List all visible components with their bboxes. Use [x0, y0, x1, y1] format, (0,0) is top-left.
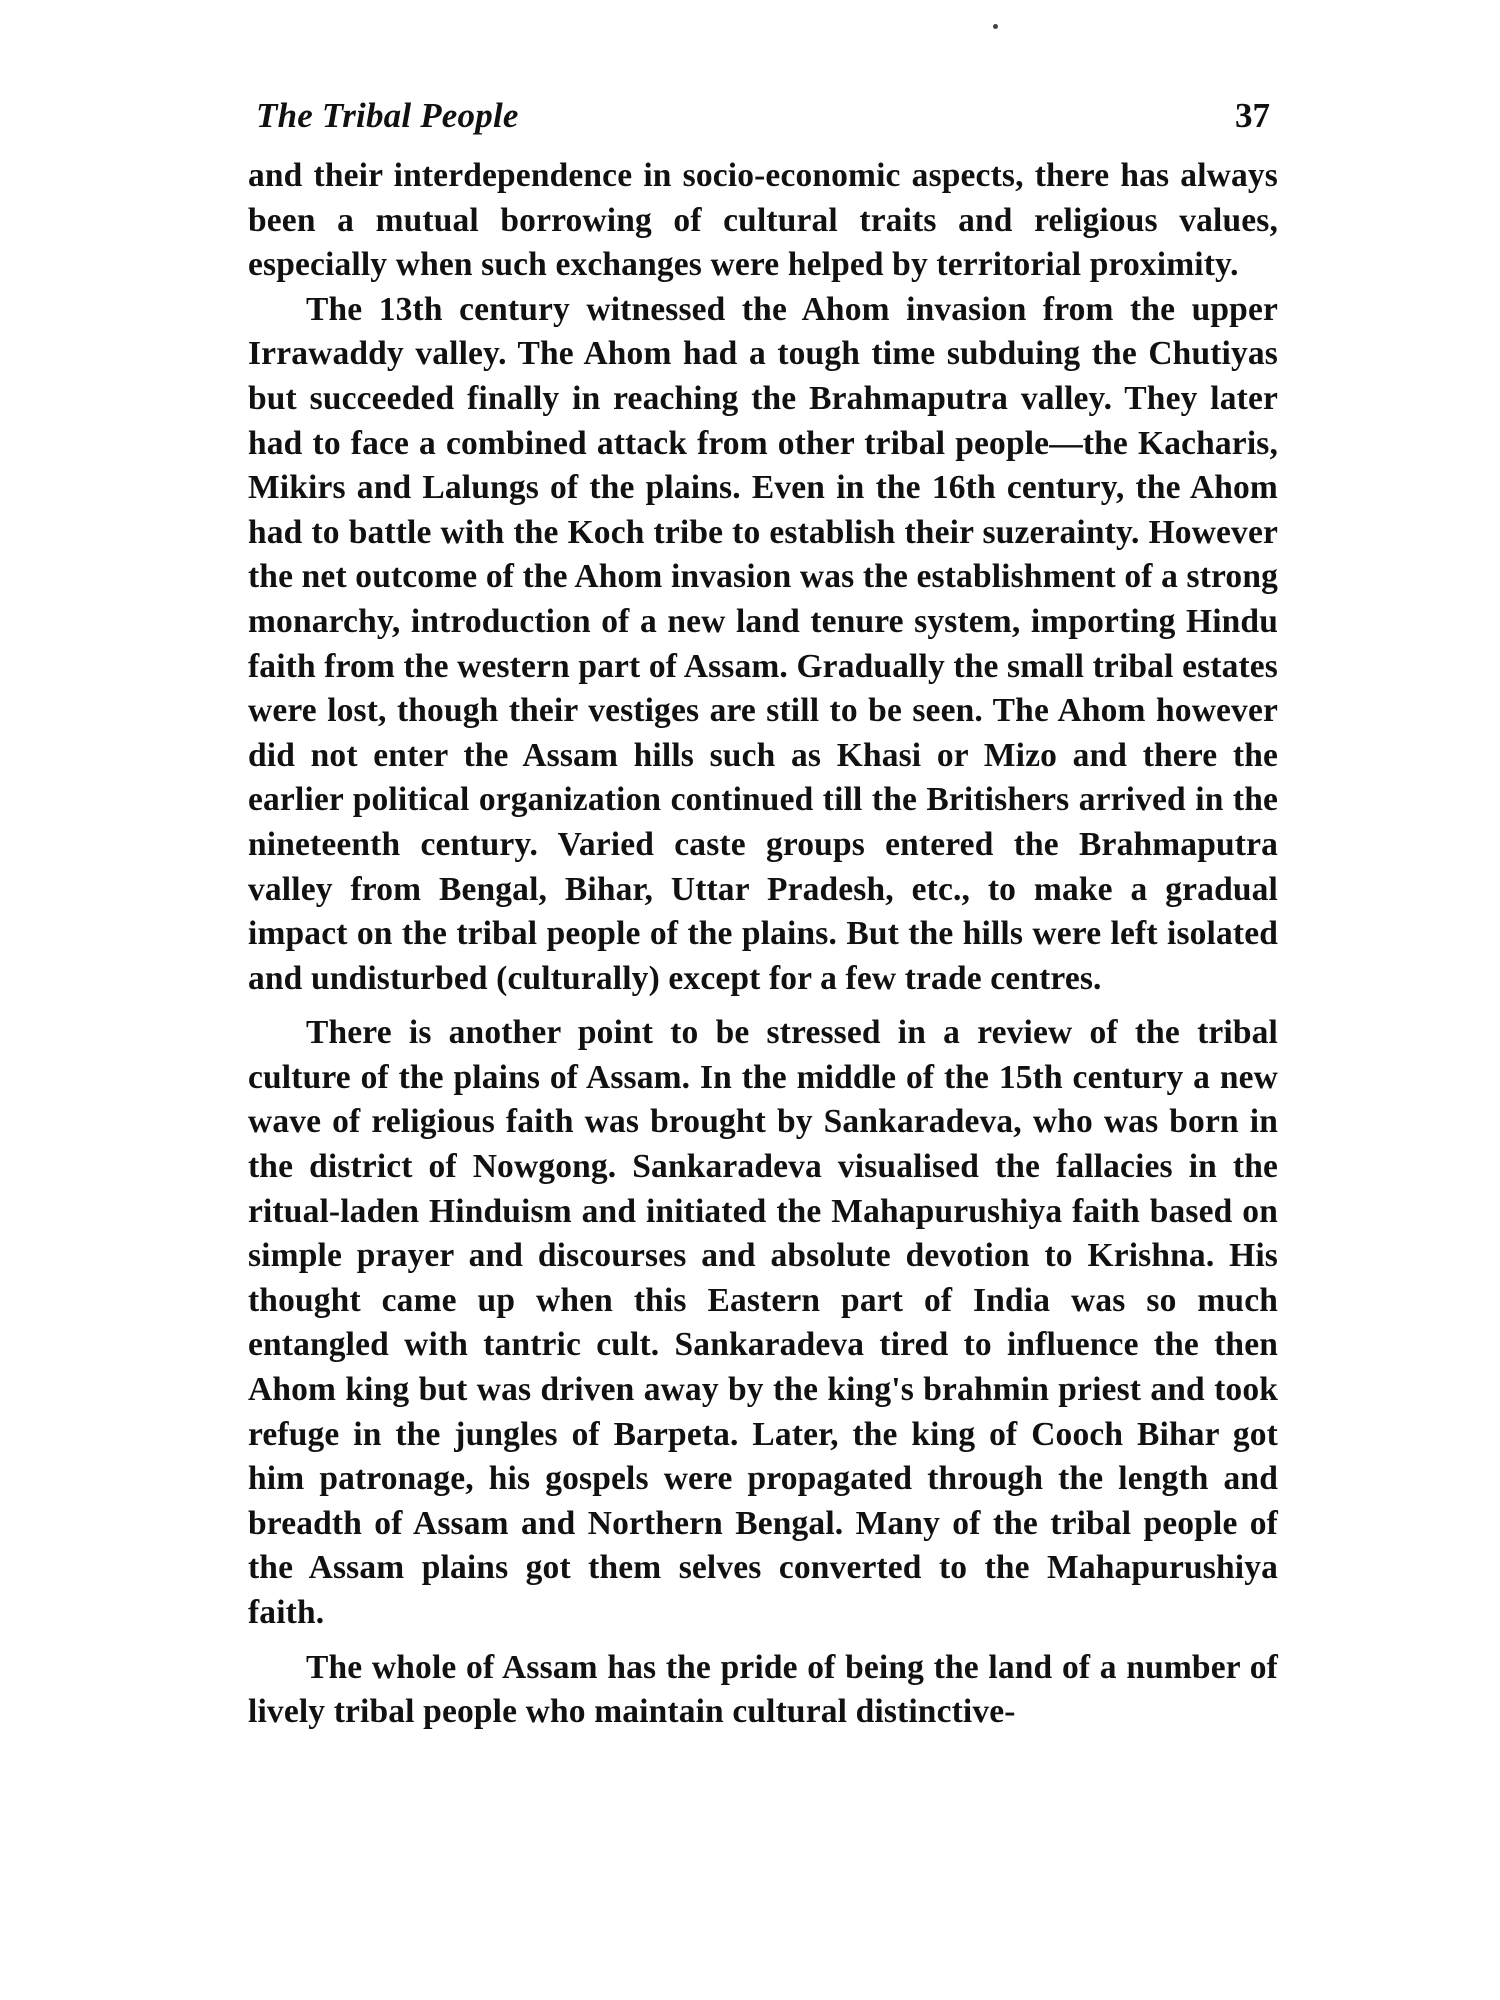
- running-title: The Tribal People: [256, 96, 519, 135]
- paragraph-continued: and their interdependence in socio-economic aspects, there has always been a mutual borrowing of cultural traits and religious values, especially when such exchanges were helped by territorial proximity.: [248, 157, 1278, 284]
- paragraph-ahom-invasion: The 13th century witnessed the Ahom invasion from the upper Irrawaddy valley. The Ahom had a tough time subduing the Chutiyas but succeeded finally in reaching the Brahmaputra valley. They later had to face a combined attack from other tribal people—the Kacharis, Mikirs and Lalungs of the plains. Even in the 16th century, the Ahom had to battle with the Koch tribe to establish their suzerainty. However the net outcome of the Ahom invasion was the establishment of a strong monarchy, introduction of a new land tenure system, importing Hindu faith from the western part of Assam. Gradually the small tribal estates were lost, though their vestiges are still to be seen. The Ahom however did not enter the Assam hills such as Khasi or Mizo and there the earlier political organization continued till the Britishers arrived in the nineteenth century. Varied caste groups entered the Brahmaputra valley from Bengal, Bihar, Uttar Pradesh, etc., to make a gradual impact on the tribal people of the plains. But the hills were left isolated and undisturbed (culturally) except for a few trade centres.: [248, 290, 1278, 997]
- paragraph-sankaradeva: There is another point to be stressed in a review of the tribal culture of the plains of Assam. In the middle of the 15th century a new wave of religious faith was brought by Sankaradeva, who was born in the district of Nowgong. Sankaradeva visualised the fallacies in the ritual-laden Hinduism and initiated the Mahapurushiya faith based on simple prayer and discourses and absolute devotion to Krishna. His thought came up when this Eastern part of India was so much entangled with tantric cult. Sankaradeva tired to influence the then Ahom king but was driven away by the king's brahmin priest and took refuge in the jungles of Barpeta. Later, the king of Cooch Bihar got him patronage, his gospels were propagated through the length and breadth of Assam and Northern Bengal. Many of the tribal people of the Assam plains got them selves converted to the Mahapurushiya faith.: [248, 1014, 1278, 1631]
- book-page: [248, 96, 1278, 1976]
- running-header: [248, 96, 1278, 148]
- scan-speck: [993, 24, 998, 29]
- page-number: 37: [1235, 96, 1270, 135]
- paragraph-assam-pride: The whole of Assam has the pride of being the land of a number of lively tribal people who maintain cultural distinctive-: [248, 1648, 1278, 1731]
